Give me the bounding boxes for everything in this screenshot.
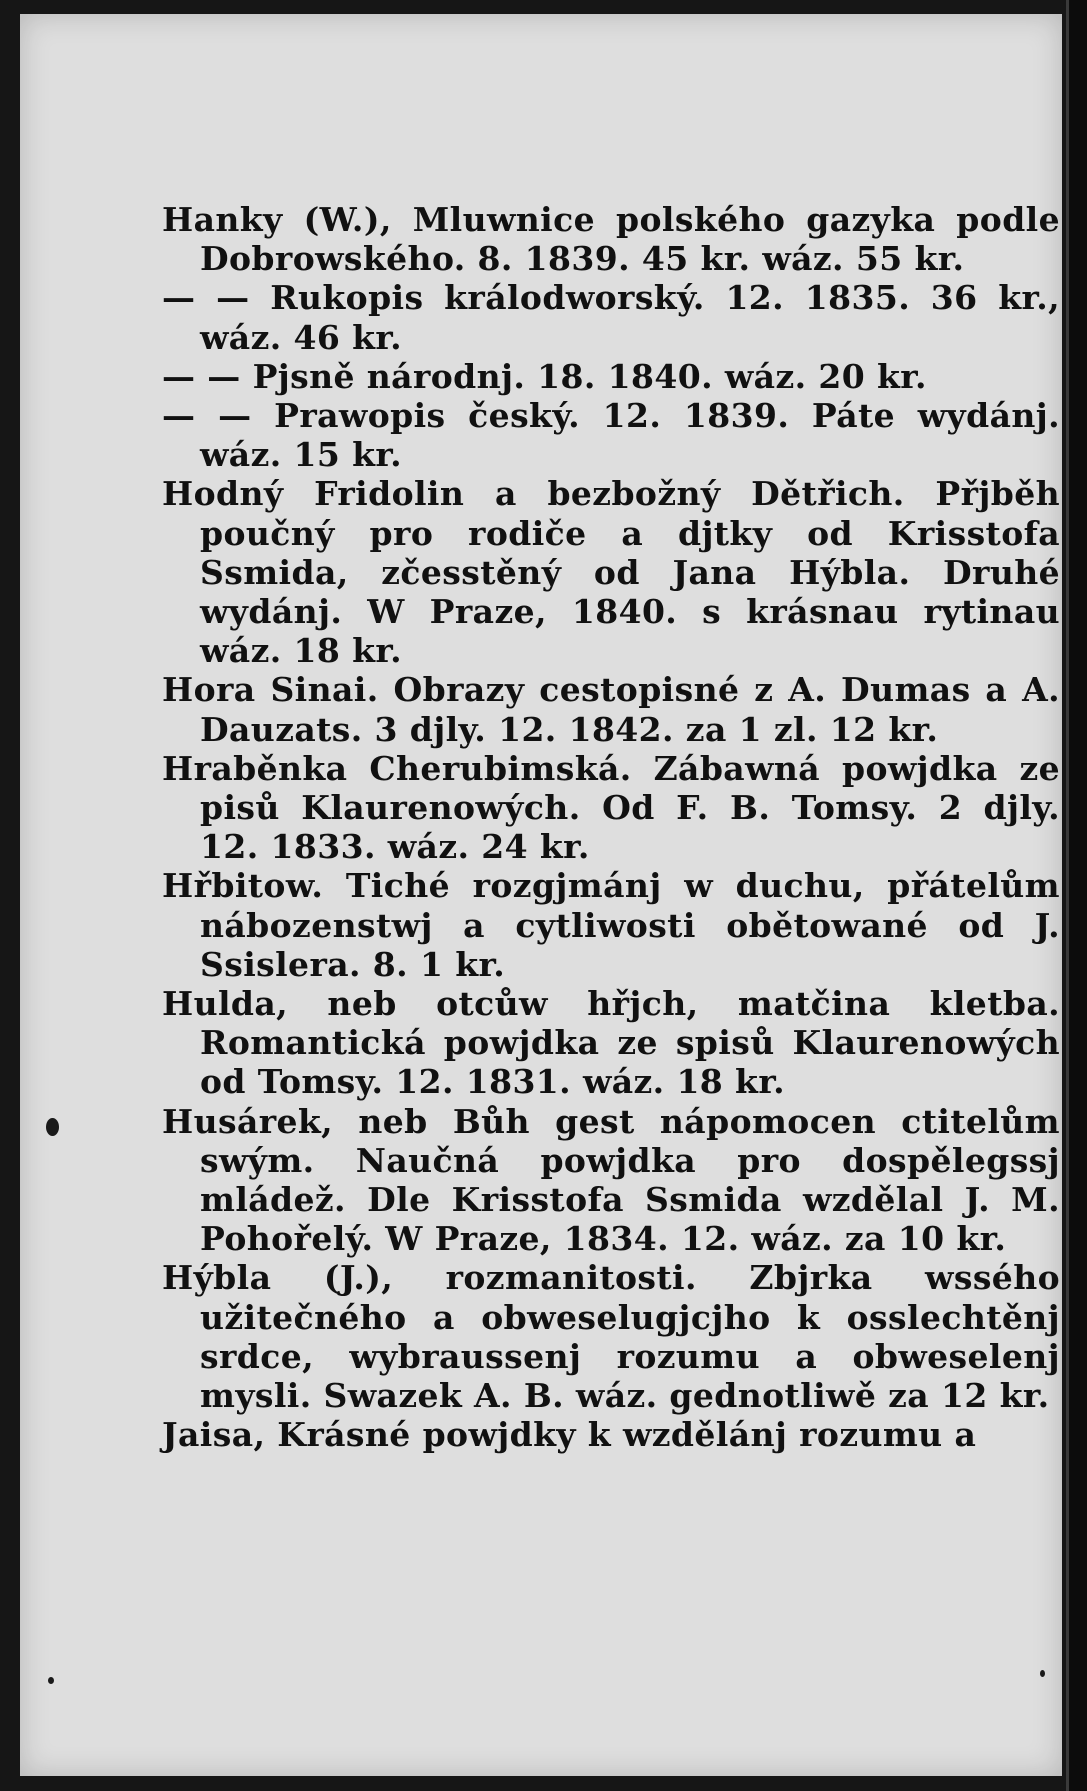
catalog-entry: Husárek, neb Bůh gest nápomocen ctitelům swým. Naučná powjdka pro dospělegssj mládež. Dle Krisstofa Ssmida wzdělal J. M. Pohořelý. W Praze, 1834. 12. wáz. za 10 kr. <box>162 1101 1060 1259</box>
catalog-entry: — — Prawopis český. 12. 1839. Páte wydánj. wáz. 15 kr. <box>162 396 1060 475</box>
catalog-entry: Hodný Fridolin a bezbožný Dětřich. Přjběh poučný pro rodiče a djtky od Krisstofa Ssmida, zčesstěný od Jana Hýbla. Druhé wydánj. W Praze, 1840. s krásnau rytinau wáz. 18 kr. <box>162 474 1060 671</box>
page-edge-shadow <box>1066 0 1087 1791</box>
catalog-entry: Hýbla (J.), rozmanitosti. Zbjrka wssého užitečného a obweselugjcjho k osslechtěnj srdce, wybraussenj rozumu a obweselenj mysli. Swazek A. B. wáz. gednotliwě za 12 kr. <box>162 1258 1060 1416</box>
catalog-listing <box>162 200 1060 1455</box>
ink-speck <box>48 1677 54 1684</box>
catalog-entry: Hraběnka Cherubimská. Zábawná powjdka ze pisů Klaurenowých. Od F. B. Tomsy. 2 djly. 12. 1833. wáz. 24 kr. <box>162 748 1060 867</box>
catalog-entry: Hřbitow. Tiché rozgjmánj w duchu, přátelům nábozenstwj a cytliwosti obětowané od J. Ssislera. 8. 1 kr. <box>162 866 1060 984</box>
ink-speck <box>1040 1670 1045 1677</box>
catalog-entry: Hanky (W.), Mluwnice polského gazyka podle Dobrowského. 8. 1839. 45 kr. wáz. 55 kr. <box>162 200 1060 279</box>
catalog-entry: Hulda, neb otcůw hřjch, matčina kletba. Romantická powjdka ze spisů Klaurenowých od Tomsy. 12. 1831. wáz. 18 kr. <box>162 984 1060 1102</box>
book-page <box>20 14 1062 1776</box>
catalog-entry: Jaisa, Krásné powjdky k wzdělánj rozumu a <box>162 1415 977 1455</box>
catalog-entry: Hora Sinai. Obrazy cestopisné z A. Dumas a A. Dauzats. 3 djly. 12. 1842. za 1 zl. 12 kr. <box>162 670 1060 749</box>
catalog-entry: — — Rukopis králodworský. 12. 1835. 36 kr., wáz. 46 kr. <box>162 278 1060 357</box>
catalog-entry: — — Pjsně národnj. 18. 1840. wáz. 20 kr. <box>162 356 927 396</box>
ink-speck <box>46 1118 59 1136</box>
